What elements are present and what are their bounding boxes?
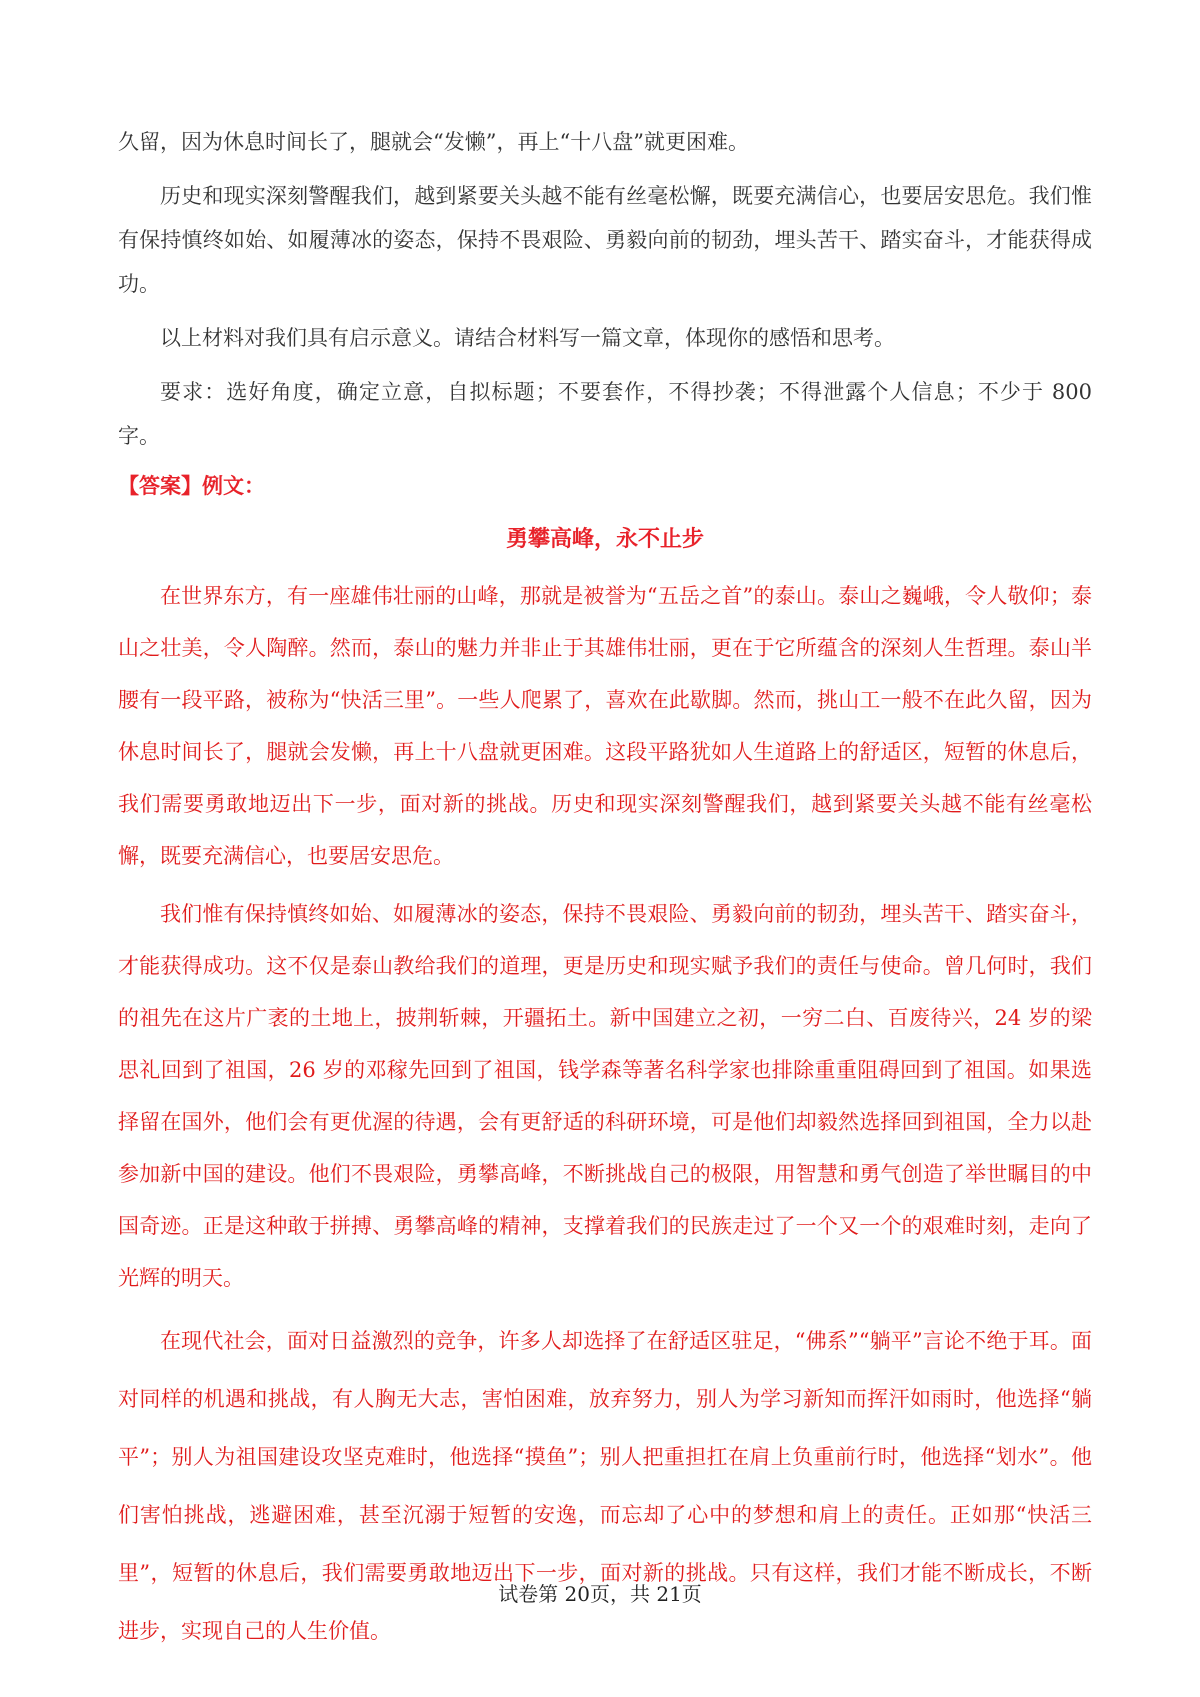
essay-title: 勇攀高峰，永不止步 bbox=[505, 527, 704, 552]
page-footer: 试卷第 20页，共 21页 bbox=[498, 1582, 702, 1606]
essay-paragraph-1: 在世界东方，有一座雄伟壮丽的山峰，那就是被誉为“五岳之首”的泰山。泰山之巍峨，令人敬仰；泰山之壮美，令人陶醉。然而，泰山的魅力并非止于其雄伟壮丽，更在于它所蕴含的深刻人生哲理。泰山半腰有一段平路，被称为“快活三里”。一些人爬累了，喜欢在此歇脚。然而，挑山工一般不在此久留，因为休息时间长了，腿就会发懒，再上十八盘就更困难。这段平路犹如人生道路上的舒适区，短暂的休息后，我们需要勇敢地迈出下一步，面对新的挑战。历史和现实深刻警醒我们，越到紧要关头越不能有丝毫松懈，既要充满信心，也要居安思危。 bbox=[118, 584, 1092, 868]
prompt-paragraph-1: 久留，因为休息时间长了，腿就会“发懒”，再上“十八盘”就更困难。 bbox=[118, 130, 749, 154]
prompt-requirements: 要求：选好角度，确定立意，自拟标题；不要套作，不得抄袭；不得泄露个人信息；不少于 800 字。 bbox=[118, 380, 1092, 448]
answer-label: 【答案】例文： bbox=[118, 474, 265, 498]
prompt-paragraph-2: 历史和现实深刻警醒我们，越到紧要关头越不能有丝毫松懈，既要充满信心，也要居安思危。我们惟有保持慎终如始、如履薄冰的姿态，保持不畏艰险、勇毅向前的韧劲，埋头苦干、踏实奋斗，才能获得成功。 bbox=[118, 184, 1092, 296]
document-page bbox=[118, 120, 1092, 1660]
essay-paragraph-2: 我们惟有保持慎终如始、如履薄冰的姿态，保持不畏艰险、勇毅向前的韧劲，埋头苦干、踏实奋斗，才能获得成功。这不仅是泰山教给我们的道理，更是历史和现实赋予我们的责任与使命。曾几何时，我们的祖先在这片广袤的土地上，披荆斩棘，开疆拓土。新中国建立之初，一穷二白、百废待兴，24 岁的梁思礼回到了祖国，26 岁的邓稼先回到了祖国，钱学森等著名科学家也排除重重阻碍回到了祖国。如果选择留在国外，他们会有更优渥的待遇，会有更舒适的科研环境，可是他们却毅然选择回到祖国，全力以赴参加新中国的建设。他们不畏艰险，勇攀高峰，不断挑战自己的极限，用智慧和勇气创造了举世瞩目的中国奇迹。正是这种敢于拼搏、勇攀高峰的精神，支撑着我们的民族走过了一个又一个的艰难时刻，走向了光辉的明天。 bbox=[118, 902, 1092, 1290]
essay-paragraph-3: 在现代社会，面对日益激烈的竞争，许多人却选择了在舒适区驻足，“佛系”“躺平”言论不绝于耳。面对同样的机遇和挑战，有人胸无大志，害怕困难，放弃努力，别人为学习新知而挥汗如雨时，他选择“躺平”；别人为祖国建设攻坚克难时，他选择“摸鱼”；别人把重担扛在肩上负重前行时，他选择“划水”。他们害怕挑战，逃避困难，甚至沉溺于短暂的安逸，而忘却了心中的梦想和肩上的责任。正如那“快活三里”，短暂的休息后，我们需要勇敢地迈出下一步，面对新的挑战。只有这样，我们才能不断成长，不断进步，实现自己的人生价值。 bbox=[118, 1329, 1092, 1643]
prompt-instruction: 以上材料对我们具有启示意义。请结合材料写一篇文章，体现你的感悟和思考。 bbox=[160, 326, 895, 350]
